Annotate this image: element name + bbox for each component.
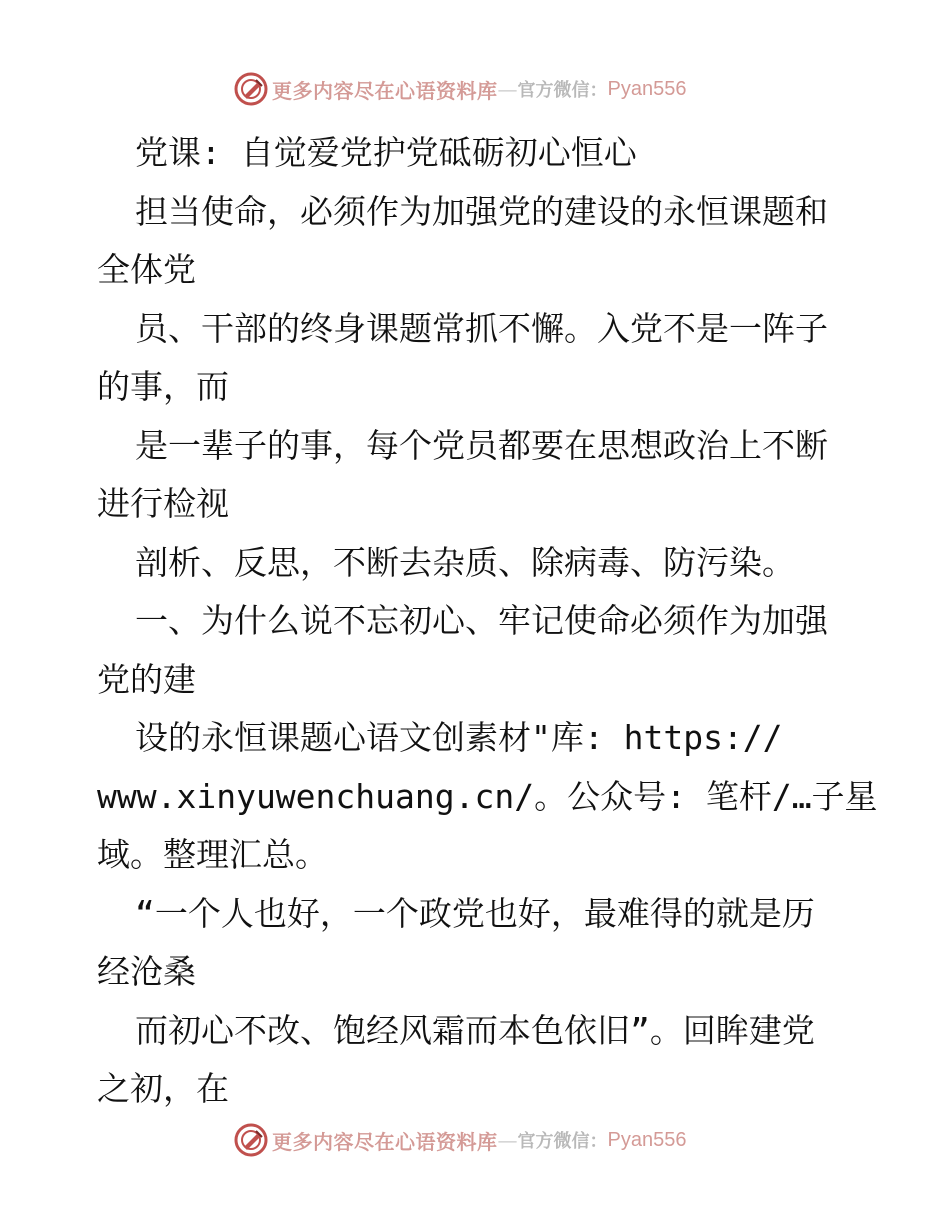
section-heading-line: 一、为什么说不忘初心、牢记使命必须作为加强 — [135, 601, 828, 640]
quote-line: 经沧桑 — [97, 952, 196, 991]
watermark-account-id: Pyan556 — [607, 77, 687, 100]
header-watermark — [234, 71, 686, 107]
paragraph-line: 的事，而 — [97, 367, 229, 406]
logo-seal-icon — [234, 1123, 268, 1157]
document-title: 党课: 自觉爱党护党砥砺初心恒心 — [135, 133, 637, 172]
paragraph-line: 员、干部的终身课题常抓不懈。入党不是一阵子 — [135, 308, 828, 348]
section-heading-line: 党的建 — [97, 659, 196, 699]
paragraph-line: 之初，在 — [97, 1069, 229, 1108]
watermark-main-text: 更多内容尽在心语资料库 — [272, 1129, 498, 1154]
watermark-main-text: 更多内容尽在心语资料库 — [272, 78, 498, 103]
watermark-account-id: Pyan556 — [607, 1128, 687, 1151]
paragraph-line: 设的永恒课题心语文创素材"库: https:// — [135, 718, 783, 757]
footer-watermark — [234, 1122, 686, 1158]
paragraph-line: 是一辈子的事，每个党员都要在思想政治上不断 — [135, 425, 828, 465]
watermark-sub-text: 官方微信： — [517, 80, 608, 101]
watermark-separator: — — [497, 1128, 518, 1152]
paragraph-line: 全体党 — [97, 250, 196, 289]
quote-line: “一个人也好，一个政党也好，最难得的就是历 — [135, 893, 815, 933]
paragraph-line: 剖析、反思，不断去杂质、除病毒、防污染。 — [135, 542, 795, 582]
quote-line: 而初心不改、饱经风霜而本色依旧”。回眸建党 — [135, 1010, 815, 1050]
paragraph-line: 域。整理汇总。 — [97, 835, 328, 874]
watermark-separator: — — [497, 77, 518, 101]
document-body — [97, 124, 878, 1119]
watermark-sub-text: 官方微信： — [517, 1131, 608, 1152]
logo-seal-icon — [234, 72, 268, 106]
paragraph-line: www.xinyuwenchuang.cn/。公众号: 笔杆/…子星 — [97, 776, 878, 816]
paragraph-line: 进行检视 — [97, 484, 229, 523]
paragraph-line: 担当使命，必须作为加强党的建设的永恒课题和 — [135, 191, 828, 231]
